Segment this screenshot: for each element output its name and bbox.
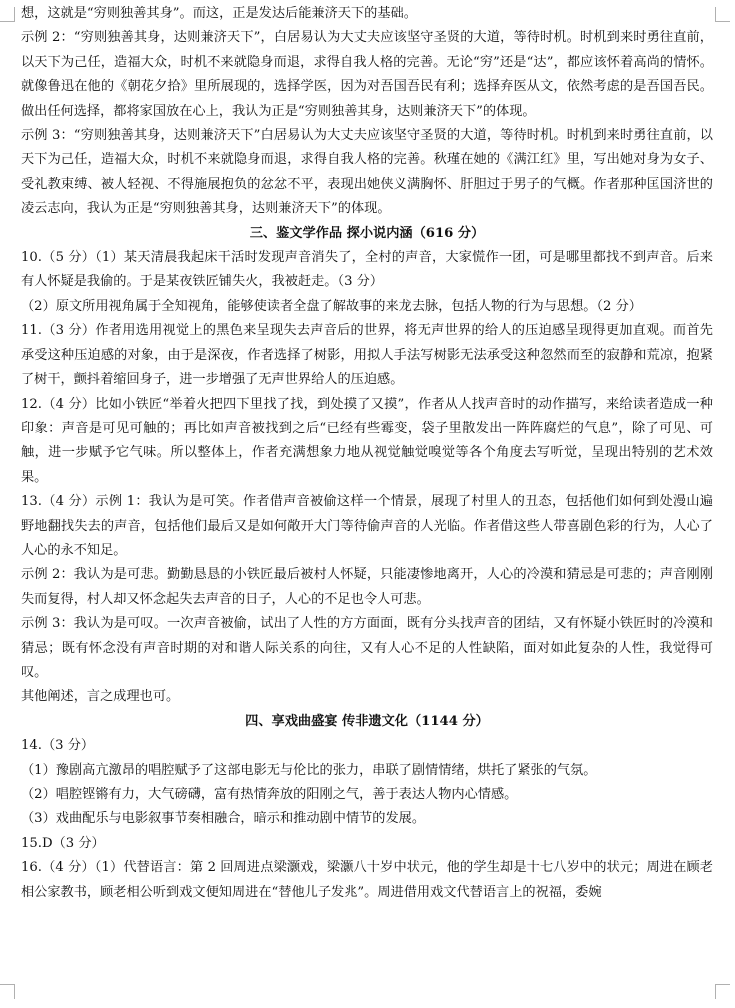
document-body [21,2,713,905]
paragraph: 其他阐述，言之成理也可。 [21,689,180,705]
section-heading: 四、享戏曲盛宴 传非遗文化（1144 分） [245,713,489,729]
page-corner-mark-bottom-right [715,984,730,999]
paragraph: 10.（5 分）（1）某天清晨我起床干活时发现声音消失了，全村的声音，大家慌作一团，可是哪里都找不到声音。后来有人怀疑是我偷的。于是某夜铁匠铺失火，我被赶走。（3 分） [21,250,713,290]
paragraph: （2）唱腔铿锵有力，大气磅礴，富有热情奔放的阳刚之气，善于表达人物内心情感。 [21,787,518,802]
section-heading: 三、鉴文学作品 探小说内涵（616 分） [249,225,485,241]
page-corner-mark-top-right [715,7,730,22]
paragraph: 示例 3：“穷则独善其身，达则兼济天下”白居易认为大丈夫应该坚守圣贤的大道，等待时机。时机到来时勇往直前，以天下为己任，造福大众，时机不来就隐身而退，求得自我人格的完善。秋瑾在她的《满江红》里，写出她对身为女子、受礼教束缚、被人轻视、不得施展抱负的忿忿不平，表现出她侠义满胸怀、肝胆过于男子的气概。作者那种匡国济世的凌云志向，我认为正是“穷则独善其身，达则兼济天下”的体现。 [21,128,713,217]
paragraph: 11.（3 分）作者用选用视觉上的黑色来呈现失去声音后的世界，将无声世界的给人的压迫感呈现得更加直观。而首先承受这种压迫感的对象，由于是深夜，作者选择了树影，用拟人手法写树影无法承受这种忽然而至的寂静和荒凉，抱紧了树干，颤抖着缩回身子，进一步增强了无声世界给人的压迫感。 [21,323,713,388]
paragraph: 想，这就是“穷则独善其身”。而这，正是发达后能兼济天下的基础。 [21,6,417,21]
paragraph: 示例 2：“穷则独善其身，达则兼济天下”，白居易认为大丈夫应该坚守圣贤的大道，等待时机。时机到来时勇往直前，以天下为己任，造福大众，时机不来就隐身而退，求得自我人格的完善。无论“穷”还是“达”，都应该怀着高尚的情怀。就像鲁迅在他的《朝花夕拾》里所展现的，选择学医，因为对吾国吾民有利；选择弃医从文，依然考虑的是吾国吾民。做出任何选择，都将家国放在心上，我认为正是“穷则独善其身，达则兼济天下”的体现。 [21,30,713,119]
paragraph: 示例 2：我认为是可悲。勤勤恳恳的小铁匠最后被村人怀疑，只能凄惨地离开，人心的冷漠和猜忌是可悲的；声音刚刚失而复得，村人却又怀念起失去声音的日子，人心的不足也令人可悲。 [21,567,713,607]
paragraph: 16.（4 分）（1）代替语言：第 2 回周进点梁灏戏，梁灏八十岁中状元，他的学生却是十七八岁中的状元；周进在顾老相公家教书，顾老相公听到戏文便知周进在“替他儿子发兆”。周进借用戏文代替语言上的祝福，委婉 [21,860,713,900]
paragraph: 13.（4 分）示例 1：我认为是可笑。作者借声音被偷这样一个情景，展现了村里人的丑态，包括他们如何到处漫山遍野地翻找失去的声音，包括他们最后又是如何敞开大门等待偷声音的人光临。作者借这些人带喜剧色彩的行为，人心了人心的永不知足。 [21,494,713,558]
paragraph: （1）豫剧高亢激昂的唱腔赋予了这部电影无与伦比的张力，串联了剧情情绪，烘托了紧张的气氛。 [21,762,597,778]
paragraph: 14.（3 分） [21,738,95,754]
page-corner-mark-top-left [0,7,15,22]
paragraph: （2）原文所用视角属于全知视角，能够使读者全盘了解故事的来龙去脉，包括人物的行为与思想。（2 分） [21,298,642,314]
paragraph: 15.D（3 分） [21,835,105,851]
paragraph: 12.（4 分）比如小铁匠“举着火把四下里找了找，到处摸了又摸”，作者从人找声音时的动作描写，来给读者造成一种印象：声音是可见可触的；再比如声音被找到之后“已经有些霉变，袋子里散发出一阵阵腐烂的气息”，除了可见、可触，进一步赋予它气味。所以整体上，作者充满想象力地从视觉触觉嗅觉等各个角度去写听觉，呈现出特别的艺术效果。 [21,396,713,485]
page-corner-mark-bottom-left [0,984,15,999]
paragraph: （3）戏曲配乐与电影叙事节奏相融合，暗示和推动剧中情节的发展。 [21,811,426,827]
paragraph: 示例 3：我认为是可叹。一次声音被偷，试出了人性的方方面面，既有分头找声音的团结，又有怀疑小铁匠时的冷漠和猜忌；既有怀念没有声音时期的对和谐人际关系的向往，又有人心不足的人性缺陷，面对如此复杂的人性，我觉得可叹。 [21,616,713,680]
